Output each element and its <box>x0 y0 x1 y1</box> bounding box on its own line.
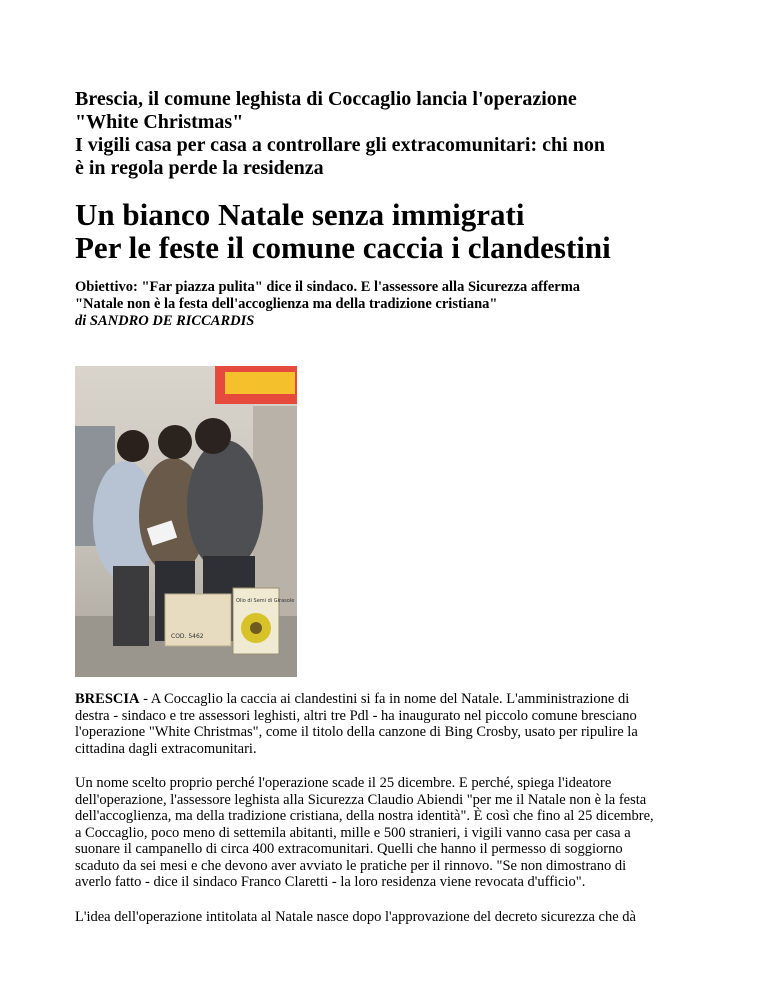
paragraph-line: destra - sindaco e tre assessori leghisti, altri tre Pdl - ha inaugurato nel piccolo comune bresciano <box>75 707 637 724</box>
summary-line: Obiettivo: "Far piazza pulita" dice il sindaco. E l'assessore alla Sicurezza afferma <box>75 279 581 295</box>
paragraph-line: Un nome scelto proprio perché l'operazione scade il 25 dicembre. E perché, spiega l'ideatore <box>75 775 612 791</box>
kicker-line: è in regola perde la residenza <box>75 157 324 179</box>
byline: di SANDRO DE RICCARDIS <box>75 313 255 329</box>
paragraph-line: a Coccaglio, poco meno di settemila abitanti, mille e 500 stranieri, i vigili vanno casa per casa a <box>75 824 631 841</box>
photo-illustration <box>75 366 297 677</box>
paragraph-line: L'idea dell'operazione intitolata al Natale nasce dopo l'approvazione del decreto sicurezza che dà <box>75 908 636 925</box>
headline <box>75 198 735 264</box>
kicker <box>75 88 715 180</box>
headline-line: Un bianco Natale senza immigrati <box>75 197 525 232</box>
paragraph-line: l'operazione "White Christmas", come il titolo della canzone di Bing Crosby, usato per ripulire la <box>75 724 638 740</box>
kicker-line: Brescia, il comune leghista di Coccaglio lancia l'operazione <box>75 88 577 110</box>
paragraph-line: BRESCIA - A Coccaglio la caccia ai clandestini si fa in nome del Natale. L'amministrazione di <box>75 691 630 707</box>
paragraph-line: cittadina dagli extracomunitari. <box>75 740 257 757</box>
article-photo <box>75 366 297 677</box>
article-body <box>75 691 705 943</box>
summary <box>75 279 735 330</box>
paragraph-line: scaduto da sei mesi e che devono aver avviato le pratiche per il rinnovo. "Se non dimostrano di <box>75 857 627 874</box>
dateline: BRESCIA <box>75 691 140 707</box>
crate-label: COD. 5462 <box>171 633 204 640</box>
headline-line: Per le feste il comune caccia i clandestini <box>75 230 611 265</box>
paragraph-line: dell'operazione, l'assessore leghista alla Sicurezza Claudio Abiendi "per me il Natale non è la festa <box>75 791 647 808</box>
paragraph <box>75 909 705 926</box>
paragraph <box>75 691 705 757</box>
paragraph-line: averlo fatto - dice il sindaco Franco Claretti - la loro residenza viene revocata d'ufficio". <box>75 874 586 890</box>
box-label: Olio di Semi di Girasole <box>236 598 295 604</box>
kicker-line: I vigili casa per casa a controllare gli extracomunitari: chi non <box>75 134 605 156</box>
summary-line: "Natale non è la festa dell'accoglienza ma della tradizione cristiana" <box>75 296 498 312</box>
kicker-line: "White Christmas" <box>75 111 244 133</box>
paragraph <box>75 775 705 891</box>
paragraph-line: dell'accoglienza, ma della tradizione cristiana, della nostra identità". È così che fino al 25 dicembre, <box>75 808 654 824</box>
paragraph-line: suonare il campanello di circa 400 extracomunitari. Quelli che hanno il permesso di soggiorno <box>75 841 623 857</box>
